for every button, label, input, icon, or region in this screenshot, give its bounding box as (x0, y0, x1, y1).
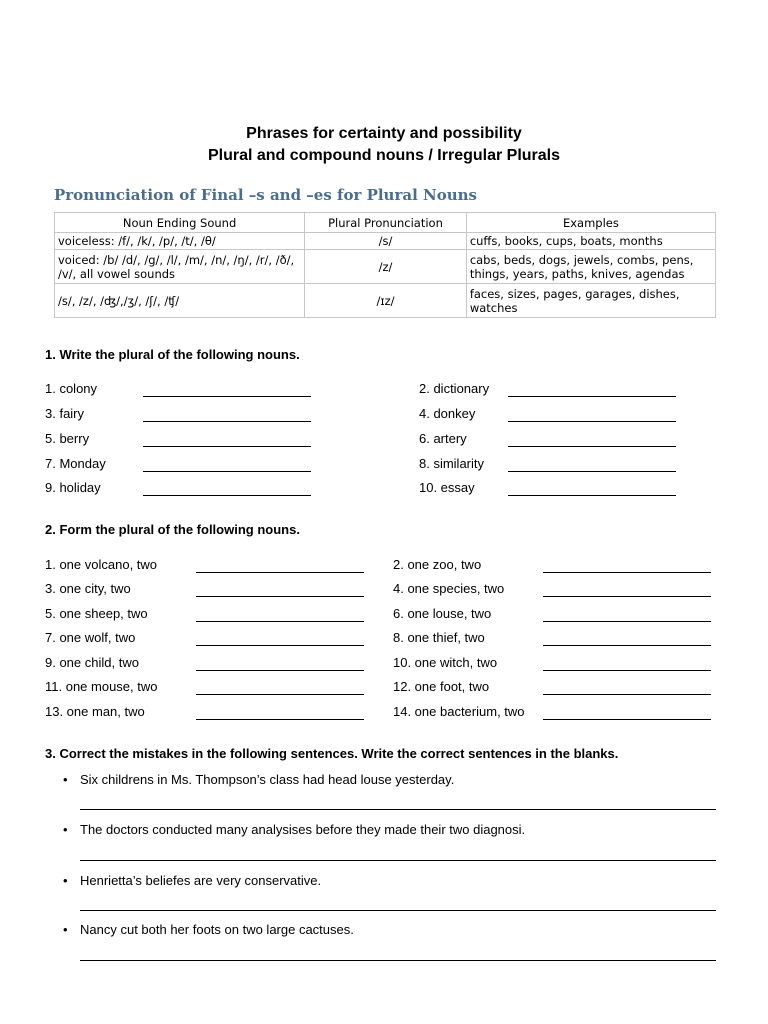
answer-blank[interactable] (143, 421, 311, 422)
answer-blank[interactable] (196, 572, 364, 573)
exercise2-heading: 2. Form the plural of the following nouns. (45, 522, 300, 537)
exercise2-item: 8. one thief, two (393, 630, 485, 645)
table-row (55, 233, 716, 250)
exercise3-sentence: Nancy cut both her foots on two large cactuses. (80, 922, 354, 937)
answer-blank[interactable] (508, 471, 676, 472)
table-cell-examples: faces, sizes, pages, garages, dishes, watches (466, 284, 715, 318)
column-header: Noun Ending Sound (55, 213, 305, 233)
exercise1-heading: 1. Write the plural of the following nouns. (45, 347, 300, 362)
bullet-icon: • (63, 873, 68, 888)
exercise1-item: 1. colony (45, 381, 98, 396)
exercise2-item: 9. one child, two (45, 655, 139, 670)
exercise2-item: 7. one wolf, two (45, 630, 136, 645)
table-header-row (55, 213, 716, 233)
exercise2-item: 2. one zoo, two (393, 557, 482, 572)
table-cell-ending: voiceless: /f/, /k/, /p/, /t/, /θ/ (55, 233, 305, 250)
table-cell-pronunciation: /z/ (305, 250, 467, 284)
exercise3-sentence: The doctors conducted many analysises before they made their two diagnosi. (80, 822, 526, 837)
exercise2-item: 6. one louse, two (393, 606, 492, 621)
exercise1-item: 6. artery (419, 431, 467, 446)
answer-blank[interactable] (508, 446, 676, 447)
table-cell-pronunciation: /ɪz/ (305, 284, 467, 318)
column-header: Examples (466, 213, 715, 233)
answer-blank[interactable] (543, 719, 711, 720)
answer-blank[interactable] (196, 694, 364, 695)
table-row (55, 284, 716, 318)
answer-blank[interactable] (196, 670, 364, 671)
exercise1-item: 3. fairy (45, 406, 85, 421)
pronunciation-table (54, 212, 716, 318)
exercise3-heading: 3. Correct the mistakes in the following sentences. Write the correct sentences in the blanks. (45, 746, 619, 761)
exercise2-item: 4. one species, two (393, 581, 505, 596)
bullet-icon: • (63, 772, 68, 787)
page-subtitle: Plural and compound nouns / Irregular Plurals (207, 147, 561, 164)
answer-blank[interactable] (508, 495, 676, 496)
exercise1-item: 5. berry (45, 431, 90, 446)
answer-blank[interactable] (543, 596, 711, 597)
table-cell-examples: cuffs, books, cups, boats, months (466, 233, 715, 250)
answer-blank[interactable] (196, 645, 364, 646)
table-cell-ending: /s/, /z/, /ʤ/,/ʒ/, /ʃ/, /ʧ/ (55, 284, 305, 318)
page-title: Phrases for certainty and possibility (246, 125, 522, 142)
answer-blank[interactable] (543, 694, 711, 695)
exercise1-item: 10. essay (419, 480, 475, 495)
exercise1-item: 8. similarity (419, 456, 485, 471)
exercise2-item: 14. one bacterium, two (393, 704, 525, 719)
answer-blank[interactable] (543, 670, 711, 671)
answer-line[interactable] (80, 809, 716, 810)
answer-blank[interactable] (143, 446, 311, 447)
answer-blank[interactable] (196, 719, 364, 720)
answer-line[interactable] (80, 860, 716, 861)
exercise2-item: 5. one sheep, two (45, 606, 148, 621)
exercise2-item: 13. one man, two (45, 704, 145, 719)
answer-blank[interactable] (543, 645, 711, 646)
bullet-icon: • (63, 922, 68, 937)
exercise2-item: 3. one city, two (45, 581, 131, 596)
table-row (55, 250, 716, 284)
exercise2-item: 12. one foot, two (393, 679, 490, 694)
exercise3-sentence: Six childrens in Ms. Thompson’s class had head louse yesterday. (80, 772, 455, 787)
answer-blank[interactable] (543, 572, 711, 573)
table-cell-ending: voiced: /b/ /d/, /g/, /l/, /m/, /n/, /ŋ/, /r/, /ð/, /v/, all vowel sounds (55, 250, 305, 284)
exercise2-item: 11. one mouse, two (45, 679, 158, 694)
exercise1-item: 2. dictionary (419, 381, 490, 396)
column-header: Plural Pronunciation (305, 213, 467, 233)
table-cell-pronunciation: /s/ (305, 233, 467, 250)
answer-blank[interactable] (196, 621, 364, 622)
exercise1-item: 4. donkey (419, 406, 476, 421)
answer-blank[interactable] (143, 471, 311, 472)
answer-blank[interactable] (543, 621, 711, 622)
bullet-icon: • (63, 822, 68, 837)
answer-blank[interactable] (508, 396, 676, 397)
answer-blank[interactable] (508, 421, 676, 422)
exercise1-item: 7. Monday (45, 456, 106, 471)
exercise1-item: 9. holiday (45, 480, 101, 495)
answer-blank[interactable] (196, 596, 364, 597)
exercise2-item: 10. one witch, two (393, 655, 498, 670)
answer-blank[interactable] (143, 495, 311, 496)
exercise3-sentence: Henrietta’s beliefes are very conservative. (80, 873, 322, 888)
pronunciation-table-title: Pronunciation of Final –s and –es for Plural Nouns (54, 186, 477, 204)
answer-line[interactable] (80, 960, 716, 961)
answer-blank[interactable] (143, 396, 311, 397)
table-cell-examples: cabs, beds, dogs, jewels, combs, pens, things, years, paths, knives, agendas (466, 250, 715, 284)
exercise2-item: 1. one volcano, two (45, 557, 158, 572)
answer-line[interactable] (80, 910, 716, 911)
